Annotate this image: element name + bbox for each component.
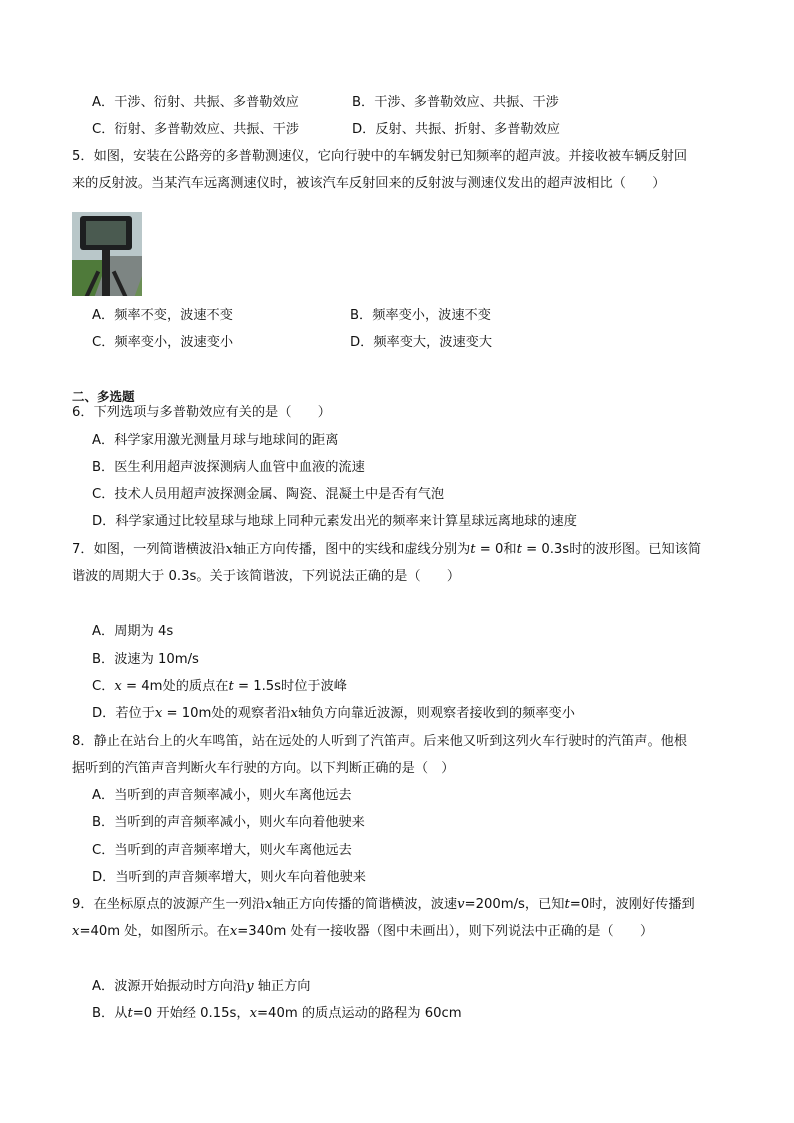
q8-stem-line2: 据听到的汽笛声音判断火车行驶的方向。以下判断正确的是（ ） [72,761,455,776]
q9-stem-line1: 9．在坐标原点的波源产生一列沿x轴正方向传播的简谐横波，波速v=200m/s，已知t=0时，波刚好传播到 [72,897,695,912]
q8-option-c: C．当听到的声音频率增大，则火车离他远去 [92,843,352,858]
q6-option-a: A．科学家用激光测量月球与地球间的距离 [92,433,339,448]
q8-option-a: A．当听到的声音频率减小，则火车离他远去 [92,788,352,803]
q6-option-c: C．技术人员用超声波探测金属、陶瓷、混凝土中是否有气泡 [92,487,445,502]
q4-option-c: C．衍射、多普勒效应、共振、干涉 [92,122,300,137]
q8-stem-line1: 8．静止在站台上的火车鸣笛，站在远处的人听到了汽笛声。后来他又听到这列火车行驶时的汽笛声。他根 [72,734,688,749]
q7-option-a: A．周期为 4s [92,624,174,639]
q8-option-d: D．当听到的声音频率增大，则火车向着他驶来 [92,870,366,885]
q9-stem-line2: x=40m 处，如图所示。在x=340m 处有一接收器（图中未画出），则下列说法中正确的是（ ） [72,924,654,939]
q5-option-a: A．频率不变，波速不变 [92,308,233,323]
q4-option-b: B．干涉、多普勒效应、共振、干涉 [352,95,559,110]
q7-option-d: D．若位于x = 10m处的观察者沿x轴负方向靠近波源，则观察者接收到的频率变小 [92,706,575,721]
q5-stem-line2: 来的反射波。当某汽车远离测速仪时，被该汽车反射回来的反射波与测速仪发出的超声波相比（ ） [72,176,666,191]
q5-option-d: D．频率变大，波速变大 [350,335,493,350]
q5-option-b: B．频率变小，波速不变 [350,308,491,323]
q9-option-b: B．从t=0 开始经 0.15s，x=40m 的质点运动的路程为 60cm [92,1006,462,1021]
q7-stem-line2: 谐波的周期大于 0.3s。关于该简谐波，下列说法正确的是（ ） [72,569,461,584]
q7-option-b: B．波速为 10m/s [92,652,199,667]
q9-option-a: A．波源开始振动时方向沿y 轴正方向 [92,979,311,994]
q7-option-c: C．x = 4m处的质点在t = 1.5s时位于波峰 [92,679,347,694]
q5-stem-line1: 5．如图，安装在公路旁的多普勒测速仪，它向行驶中的车辆发射已知频率的超声波。并接收被车辆反射回 [72,149,688,164]
q6-option-b: B．医生利用超声波探测病人血管中血液的流速 [92,460,365,475]
q5-option-c: C．频率变小，波速变小 [92,335,234,350]
q8-option-b: B．当听到的声音频率减小，则火车向着他驶来 [92,815,365,830]
section-title-multiple-choice: 二、多选题 [72,389,135,404]
q4-option-a: A．干涉、衍射、共振、多普勒效应 [92,95,299,110]
q7-stem-line1: 7．如图，一列简谐横波沿x轴正方向传播，图中的实线和虚线分别为t = 0和t = 0.3s时的波形图。已知该简 [72,542,702,557]
q6-option-d: D．科学家通过比较星球与地球上同种元素发出光的频率来计算星球远离地球的速度 [92,514,577,529]
speed-radar-photo [72,212,142,296]
q6-stem: 6．下列选项与多普勒效应有关的是（ ） [72,405,331,420]
q4-option-d: D．反射、共振、折射、多普勒效应 [352,122,560,137]
